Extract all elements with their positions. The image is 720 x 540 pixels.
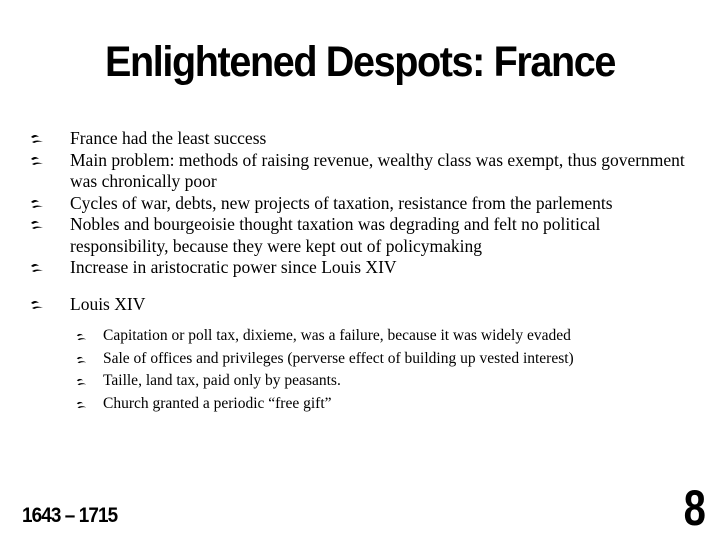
sub-bullet-item: Church granted a periodic “free gift” — [28, 393, 700, 416]
quill-bullet-icon — [30, 133, 44, 145]
quill-bullet-icon — [30, 262, 44, 274]
bullet-item-louis: Louis XIV — [28, 294, 700, 316]
quill-bullet-icon — [30, 219, 44, 231]
quill-bullet-icon — [76, 355, 87, 365]
sub-bullet-list — [28, 325, 700, 415]
bullet-item: Nobles and bourgeoisie thought taxation was degrading and felt no political responsibility, because they were kept out of policymaking — [28, 214, 700, 257]
bullet-item: France had the least success — [28, 128, 700, 150]
quill-bullet-icon — [30, 155, 44, 167]
quill-bullet-icon — [76, 400, 87, 410]
bullet-list — [28, 128, 700, 415]
quill-bullet-icon — [76, 377, 87, 387]
quill-bullet-icon — [76, 332, 87, 342]
years-label: 1643 – 1715 — [22, 504, 118, 527]
sub-bullet-item: Sale of offices and privileges (perverse effect of building up vested interest) — [28, 348, 700, 371]
bullet-item: Cycles of war, debts, new projects of taxation, resistance from the parlements — [28, 193, 700, 215]
quill-bullet-icon — [30, 198, 44, 210]
sub-bullet-item: Taille, land tax, paid only by peasants. — [28, 370, 700, 393]
page-number: 8 — [683, 480, 706, 536]
quill-bullet-icon — [30, 299, 44, 311]
bullet-item: Increase in aristocratic power since Louis XIV — [28, 257, 700, 279]
bullet-item: Main problem: methods of raising revenue, wealthy class was exempt, thus government was chronically poor — [28, 150, 700, 193]
sub-bullet-item: Capitation or poll tax, dixieme, was a failure, because it was widely evaded — [28, 325, 700, 348]
slide-title: Enlightened Despots: France — [104, 38, 616, 86]
